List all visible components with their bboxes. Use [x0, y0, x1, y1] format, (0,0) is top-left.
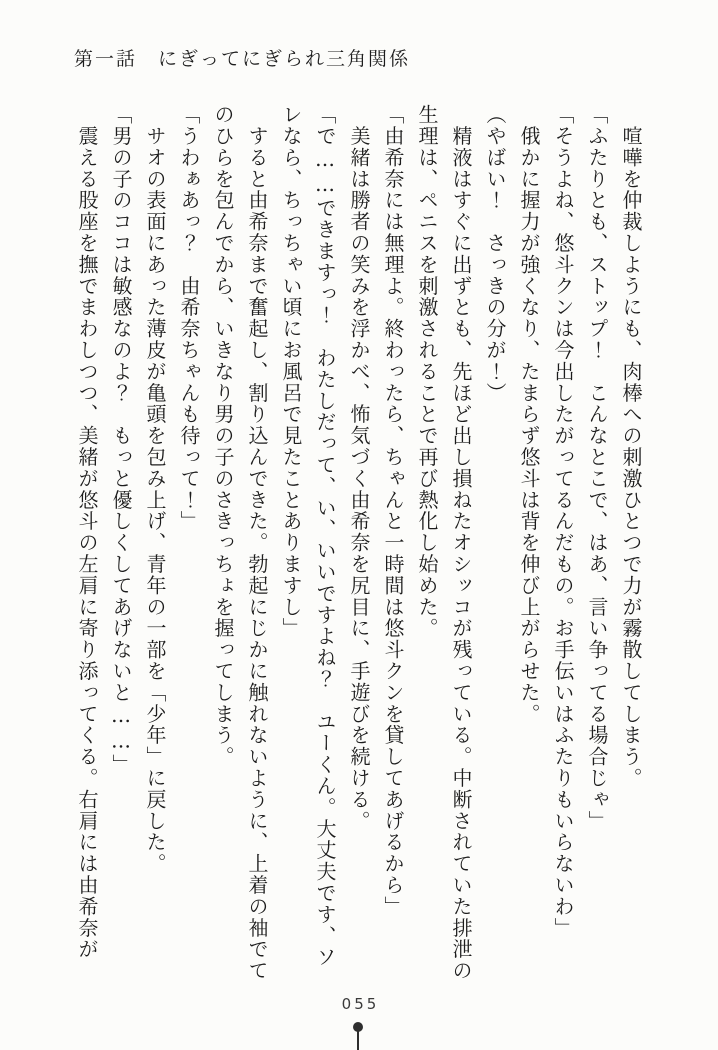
- paragraph: 精液はすぐに出ずとも、先ほど出し損ねたオシッコが残っている。中断されていた排泄の生理は、ペニスを刺激されることで再び熱化し始めた。: [415, 104, 473, 982]
- paragraph: 「男の子のココは敏感なのよ？ もっと優しくしてあげないと……」: [109, 104, 133, 776]
- paragraph: 「うわぁあっ？ 由希奈ちゃんも待って！」: [177, 104, 201, 532]
- paragraph: 美緒は勝者の笑みを浮かべ、怖気づく由希奈を尻目に、手遊びを続ける。: [347, 104, 371, 832]
- body-text: [70, 104, 648, 986]
- paragraph: 「由希奈には無理よ。終わったら、ちゃんと一時間は悠斗クンを貸してあげるから」: [381, 104, 405, 918]
- paragraph: 俄かに握力が強くなり、たまらず悠斗は背を伸び上がらせた。: [517, 104, 541, 725]
- paragraph: 「で……できますっ！ わたしだって、い、いいですよね？ ユーくん。大丈夫です、ソレなら、ちっちゃい頃にお風呂で見たことありますし」: [279, 104, 337, 968]
- footer-line-ornament: [357, 1028, 359, 1050]
- paragraph: サオの表面にあった薄皮が亀頭を包み上げ、青年の一部を「少年」に戻した。: [143, 104, 167, 875]
- paragraph: 「そうよね、悠斗クンは今出したがってるんだもの。お手伝いはふたりもいらないわ」: [551, 104, 575, 939]
- paragraph: 震える股座を撫でまわしつつ、美緒が悠斗の左肩に寄り添ってくる。右肩には由希奈が: [75, 104, 99, 960]
- chapter-title: 第一話 にぎってにぎられ三角関係: [74, 48, 411, 70]
- paragraph: 「ふたりとも、ストップ！ こんなとこで、はあ、言い争ってる場合じゃ」: [585, 104, 609, 832]
- paragraph: 喧嘩を仲裁しようにも、肉棒への刺激ひとつで力が霧散してしまう。: [619, 104, 643, 789]
- page-number: 055: [341, 995, 380, 1013]
- paragraph: すると由希奈まで奮起し、割り込んできた。勃起にじかに触れないように、上着の袖でてのひらを包んでから、いきなり男の子のさきっちょを握ってしまう。: [211, 104, 269, 982]
- paragraph: （やばい！ さっきの分が！）: [483, 104, 507, 404]
- page-footer: [0, 994, 718, 1013]
